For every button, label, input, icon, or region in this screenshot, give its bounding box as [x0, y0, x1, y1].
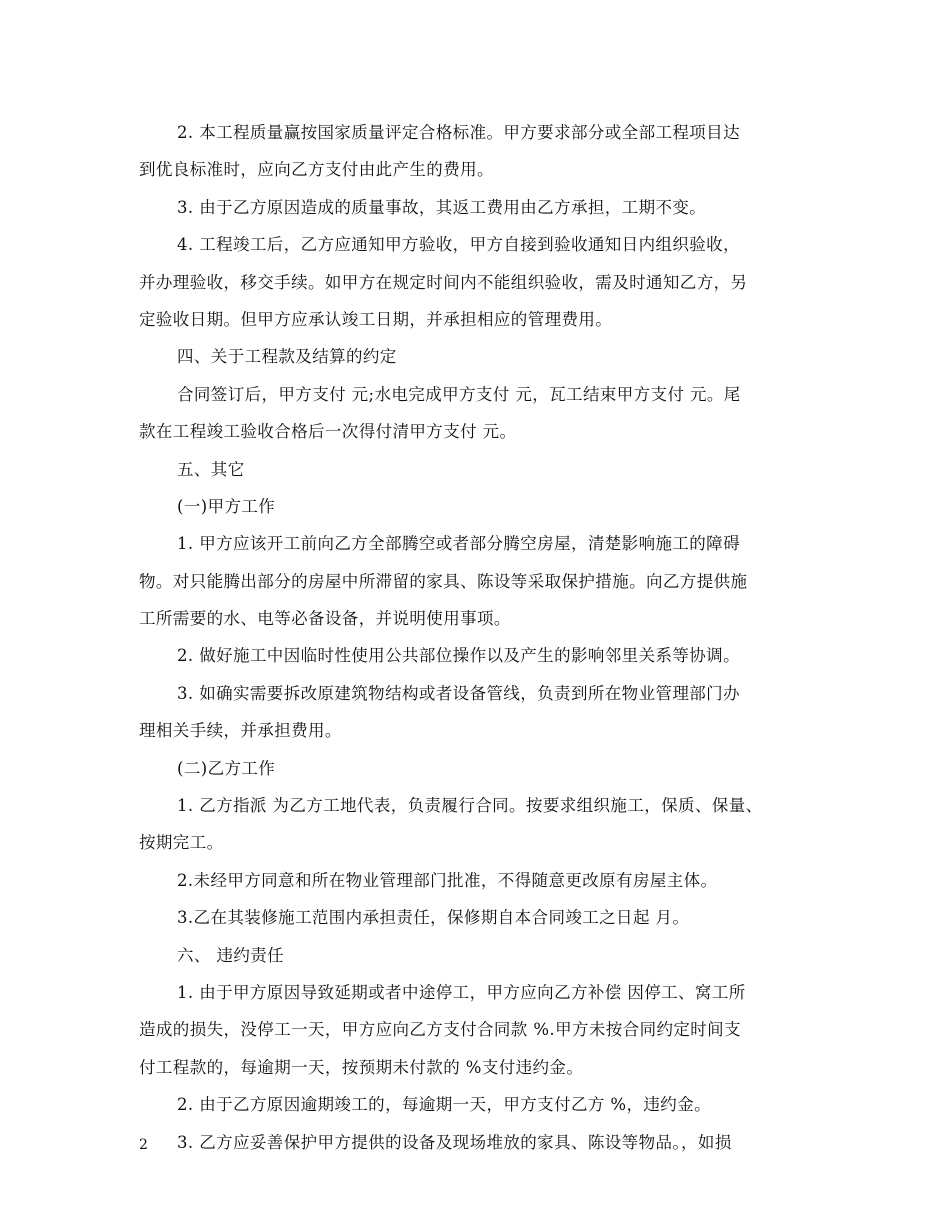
- page-number: 2: [139, 1137, 148, 1153]
- text-line: 五、其它: [177, 459, 245, 479]
- text-line: (一)甲方工作: [177, 496, 276, 516]
- text-line: 合同签订后，甲方支付 元;水电完成甲方支付 元，瓦工结束甲方支付 元。尾: [177, 384, 741, 404]
- text-line: 理相关手续，并承担费用。: [139, 721, 342, 741]
- text-line: 3.乙在其装修施工范围内承担责任，保修期自本合同竣工之日起 月。: [177, 908, 690, 928]
- text-line: 3. 由于乙方原因造成的质量事故，其返工费用由乙方承担，工期不变。: [177, 197, 707, 217]
- text-line: 物。对只能腾出部分的房屋中所滞留的家具、陈设等采取保护措施。向乙方提供施: [139, 571, 748, 591]
- text-line: 四、关于工程款及结算的约定: [177, 347, 397, 367]
- text-line: 2. 由于乙方原因逾期竣工的，每逾期一天，甲方支付乙方 %，违约金。: [177, 1095, 712, 1115]
- text-line: 2.未经甲方同意和所在物业管理部门批准，不得随意更改原有房屋主体。: [177, 870, 718, 890]
- text-line: 定验收日期。但甲方应承认竣工日期，并承担相应的管理费用。: [139, 309, 613, 329]
- text-line: 付工程款的，每逾期一天，按预期未付款的 %支付违约金。: [139, 1057, 584, 1077]
- text-line: 3. 如确实需要拆改原建筑物结构或者设备管线，负责到所在物业管理部门办: [177, 683, 740, 703]
- text-line: 款在工程竣工验收合格后一次得付清甲方支付 元。: [139, 422, 517, 442]
- text-line: 造成的损失，没停工一天，甲方应向乙方支付合同款 %.甲方未按合同约定时间支: [139, 1020, 741, 1040]
- text-line: 1. 乙方指派 为乙方工地代表，负责履行合同。按要求组织施工，保质、保量、: [177, 796, 763, 816]
- text-line: 按期完工。: [139, 833, 224, 853]
- document-body: [139, 114, 811, 1161]
- text-line: 2. 本工程质量赢按国家质量评定合格标准。甲方要求部分或全部工程项目达: [177, 123, 740, 142]
- text-line: 工所需要的水、电等必备设备，并说明使用事项。: [139, 609, 511, 629]
- text-line: (二)乙方工作: [177, 758, 276, 778]
- text-line: 六、 违约责任: [177, 945, 285, 965]
- text-line: 并办理验收，移交手续。如甲方在规定时间内不能组织验收，需及时通知乙方，另: [139, 272, 748, 292]
- text-line: 到优良标准时，应向乙方支付由此产生的费用。: [139, 160, 494, 180]
- text-line: 2. 做好施工中因临时性使用公共部位操作以及产生的影响邻里关系等协调。: [177, 646, 740, 666]
- text-line: 3. 乙方应妥善保护甲方提供的设备及现场堆放的家具、陈设等物品。，如损: [177, 1132, 732, 1152]
- text-line: 4. 工程竣工后，乙方应通知甲方验收，甲方自接到验收通知日内组织验收，: [177, 235, 740, 255]
- text-line: 1. 由于甲方原因导致延期或者中途停工，甲方应向乙方补偿 因停工、窝工所: [177, 982, 746, 1002]
- text-line: 1. 甲方应该开工前向乙方全部腾空或者部分腾空房屋，清楚影响施工的障碍: [177, 534, 740, 554]
